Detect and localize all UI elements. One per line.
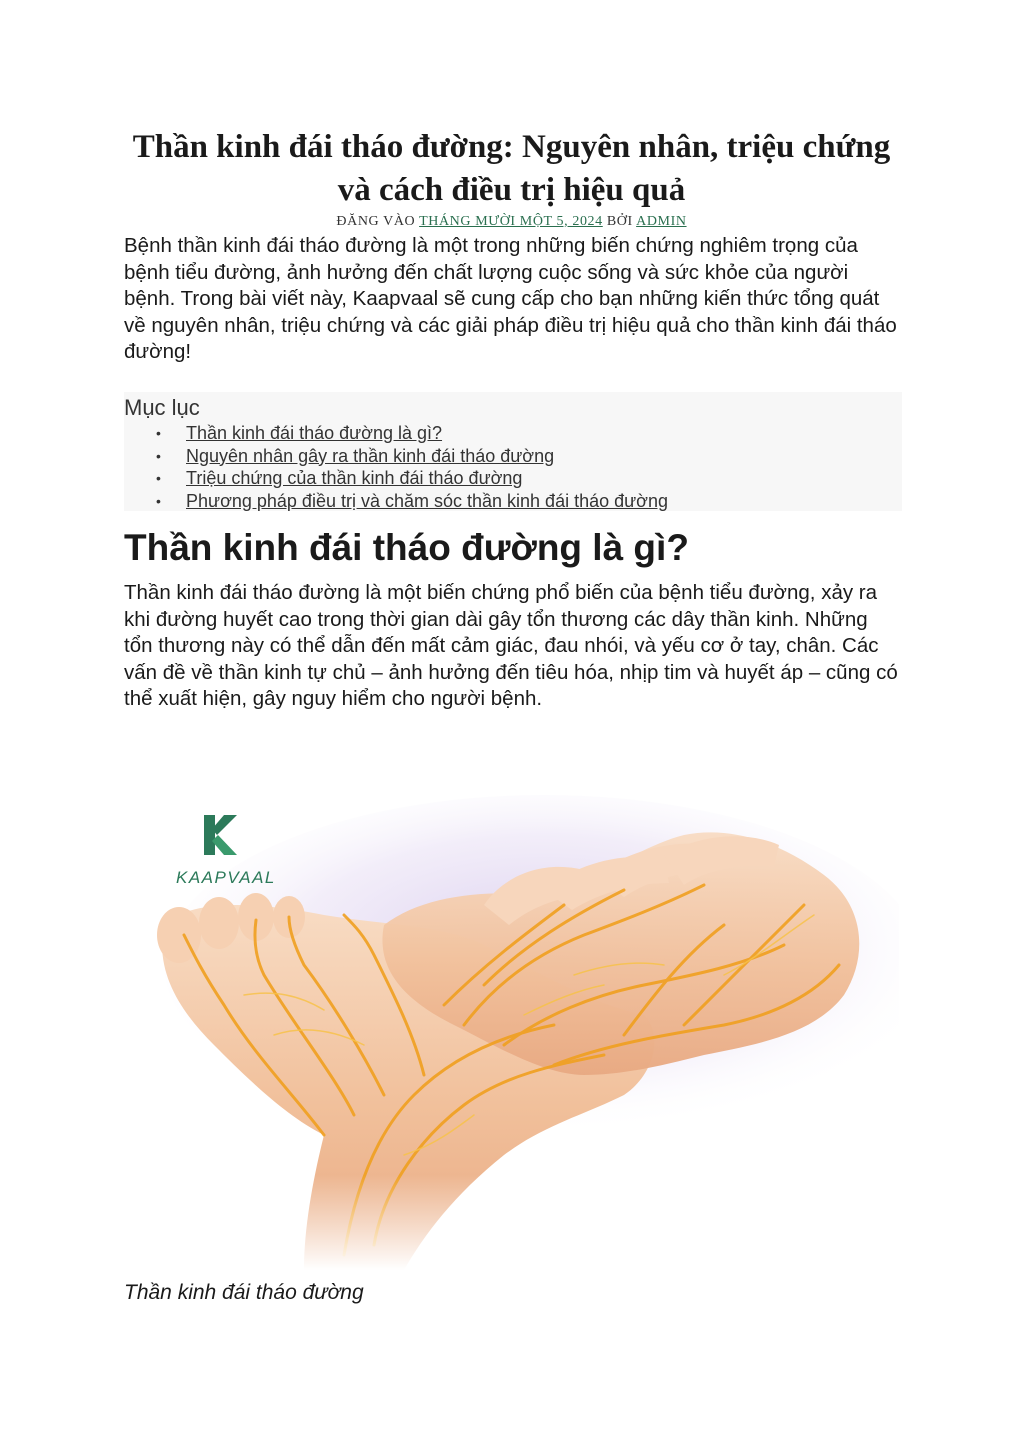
diabetic-neuropathy-illustration (124, 775, 899, 1270)
figure-caption: Thần kinh đái tháo đường (124, 1281, 364, 1304)
post-date-link[interactable]: THÁNG MƯỜI MỘT 5, 2024 (419, 214, 603, 229)
toc-title: Mục lục (124, 395, 200, 420)
intro-paragraph: Bệnh thần kinh đái tháo đường là một trong những biến chứng nghiêm trọng của bệnh tiểu đường, ảnh hưởng đến chất lượng cuộc sống và sức khỏe của người bệnh. Trong bài viết này, Kaapvaal sẽ cung cấp cho bạn những kiến thức tổng quát về nguyên nhân, triệu chứng và các giải pháp điều trị hiệu quả cho thần kinh đái tháo đường! (124, 234, 897, 363)
toc-link-what-is[interactable]: Thần kinh đái tháo đường là gì? (186, 423, 443, 443)
section-paragraph: Thần kinh đái tháo đường là một biến chứng phổ biến của bệnh tiểu đường, xảy ra khi đường huyết cao trong thời gian dài gây tổn thương các dây thần kinh. Những tổn thương này có thể dẫn đến mất cảm giác, đau nhói, và yếu cơ ở tay, chân. Các vấn đề về thần kinh tự chủ – ảnh hưởng đến tiêu hóa, nhịp tim và huyết áp – cũng có thể xuất hiện, gây nguy hiểm cho người bệnh. (124, 581, 898, 710)
article-title: Thần kinh đái tháo đường: Nguyên nhân, triệu chứng và cách điều trị hiệu quả (132, 129, 891, 208)
posted-prefix: ĐĂNG VÀO (336, 214, 416, 229)
kaapvaal-logo (176, 815, 276, 887)
logo-wordmark: KAAPVAAL (176, 868, 276, 887)
bullet-icon: • (156, 447, 161, 464)
section-heading: Thần kinh đái tháo đường là gì? (124, 527, 689, 568)
by-prefix: BỞI (606, 214, 633, 229)
bullet-icon: • (156, 425, 161, 441)
toc-link-treatment[interactable]: Phương pháp điều trị và chăm sóc thần kinh đái tháo đường (186, 490, 669, 511)
author-link[interactable]: ADMIN (636, 214, 687, 229)
article-figure (124, 775, 899, 1270)
bullet-icon: • (156, 492, 161, 509)
table-of-contents (124, 392, 902, 511)
post-meta (124, 214, 899, 230)
toc-link-symptoms[interactable]: Triệu chứng của thần kinh đái tháo đường (186, 468, 523, 488)
bullet-icon: • (156, 470, 161, 486)
toc-link-causes[interactable]: Nguyên nhân gây ra thần kinh đái tháo đường (186, 445, 555, 466)
